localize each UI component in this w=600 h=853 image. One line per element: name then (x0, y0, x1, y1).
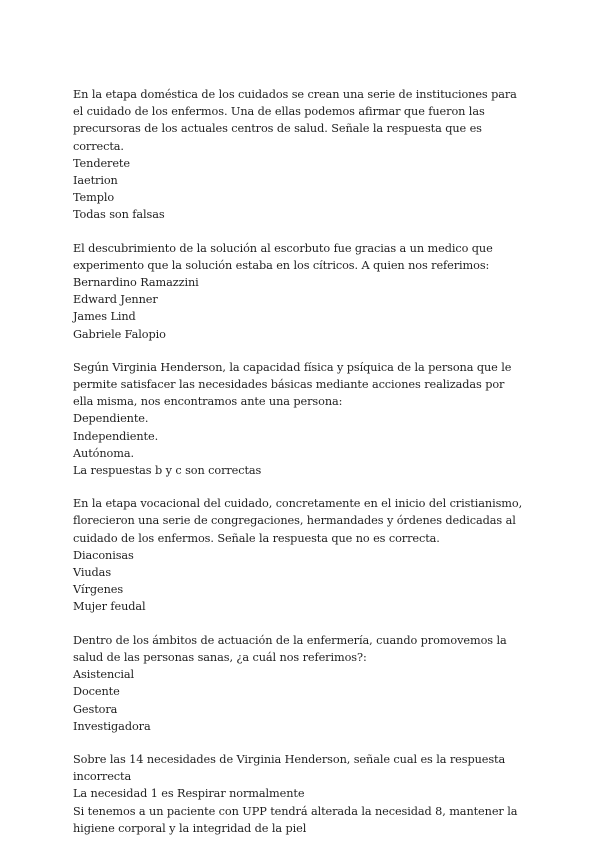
option: Tenderete (73, 156, 130, 170)
question-text: En la etapa doméstica de los cuidados se crean una serie de instituciones para el cuidado de los enfermos. Una de ellas podemos afirmar que fueron las precursoras de los actuales centros de salud. Señale la respuesta que es correcta. (73, 88, 517, 153)
option: Autónoma. (73, 446, 134, 460)
option: Templo (73, 191, 115, 205)
option: Iaetrion (73, 174, 118, 188)
option: Viudas (73, 566, 112, 580)
option: Docente (73, 685, 120, 699)
options-list (73, 785, 525, 837)
option: La respuestas b y c son correctas (73, 464, 262, 478)
question-3 (73, 359, 525, 479)
question-text: Sobre las 14 necesidades de Virginia Henderson, señale cual es la respuesta incorrecta (73, 752, 506, 784)
question-text: Según Virginia Henderson, la capacidad física y psíquica de la persona que le permite satisfacer las necesidades básicas mediante acciones realizadas por ella misma, nos encontramos ante una persona: (73, 360, 512, 409)
question-6 (73, 751, 525, 837)
options-list (73, 547, 525, 616)
options-list (73, 155, 525, 224)
question-5 (73, 632, 525, 735)
option: Independiente. (73, 429, 159, 443)
option: Vírgenes (73, 583, 124, 597)
options-list (73, 274, 525, 343)
option: Mujer feudal (73, 600, 146, 614)
option: James Lind (73, 310, 136, 324)
option: Dependiente. (73, 412, 149, 426)
question-2 (73, 240, 525, 343)
options-list (73, 410, 525, 479)
option: Bernardino Ramazzini (73, 276, 199, 290)
question-1 (73, 86, 525, 224)
option: Edward Jenner (73, 293, 158, 307)
option: Asistencial (73, 668, 135, 682)
question-4 (73, 495, 525, 615)
option: Diaconisas (73, 548, 134, 562)
option: La necesidad 1 es Respirar normalmente (73, 787, 305, 801)
options-list (73, 666, 525, 735)
option: Todas son falsas (73, 208, 165, 222)
question-text: En la etapa vocacional del cuidado, concretamente en el inicio del cristianismo, florecieron una serie de congregaciones, hermandades y órdenes dedicadas al cuidado de los enfermos. Señale la respuesta que no es correcta. (73, 497, 523, 545)
option: Investigadora (73, 719, 151, 733)
document-page (73, 86, 525, 853)
question-text: El descubrimiento de la solución al escorbuto fue gracias a un medico que experimento que la solución estaba en los cítricos. A quien nos referimos: (73, 241, 493, 272)
option: Si tenemos a un paciente con UPP tendrá alterada la necesidad 8, mantener la higiene corporal y la integridad de la piel (73, 804, 518, 835)
question-text: Dentro de los ámbitos de actuación de la enfermería, cuando promovemos la salud de las personas sanas, ¿a cuál nos referimos?: (73, 633, 507, 664)
option: Gabriele Falopio (73, 327, 166, 341)
option: Gestora (73, 702, 118, 716)
